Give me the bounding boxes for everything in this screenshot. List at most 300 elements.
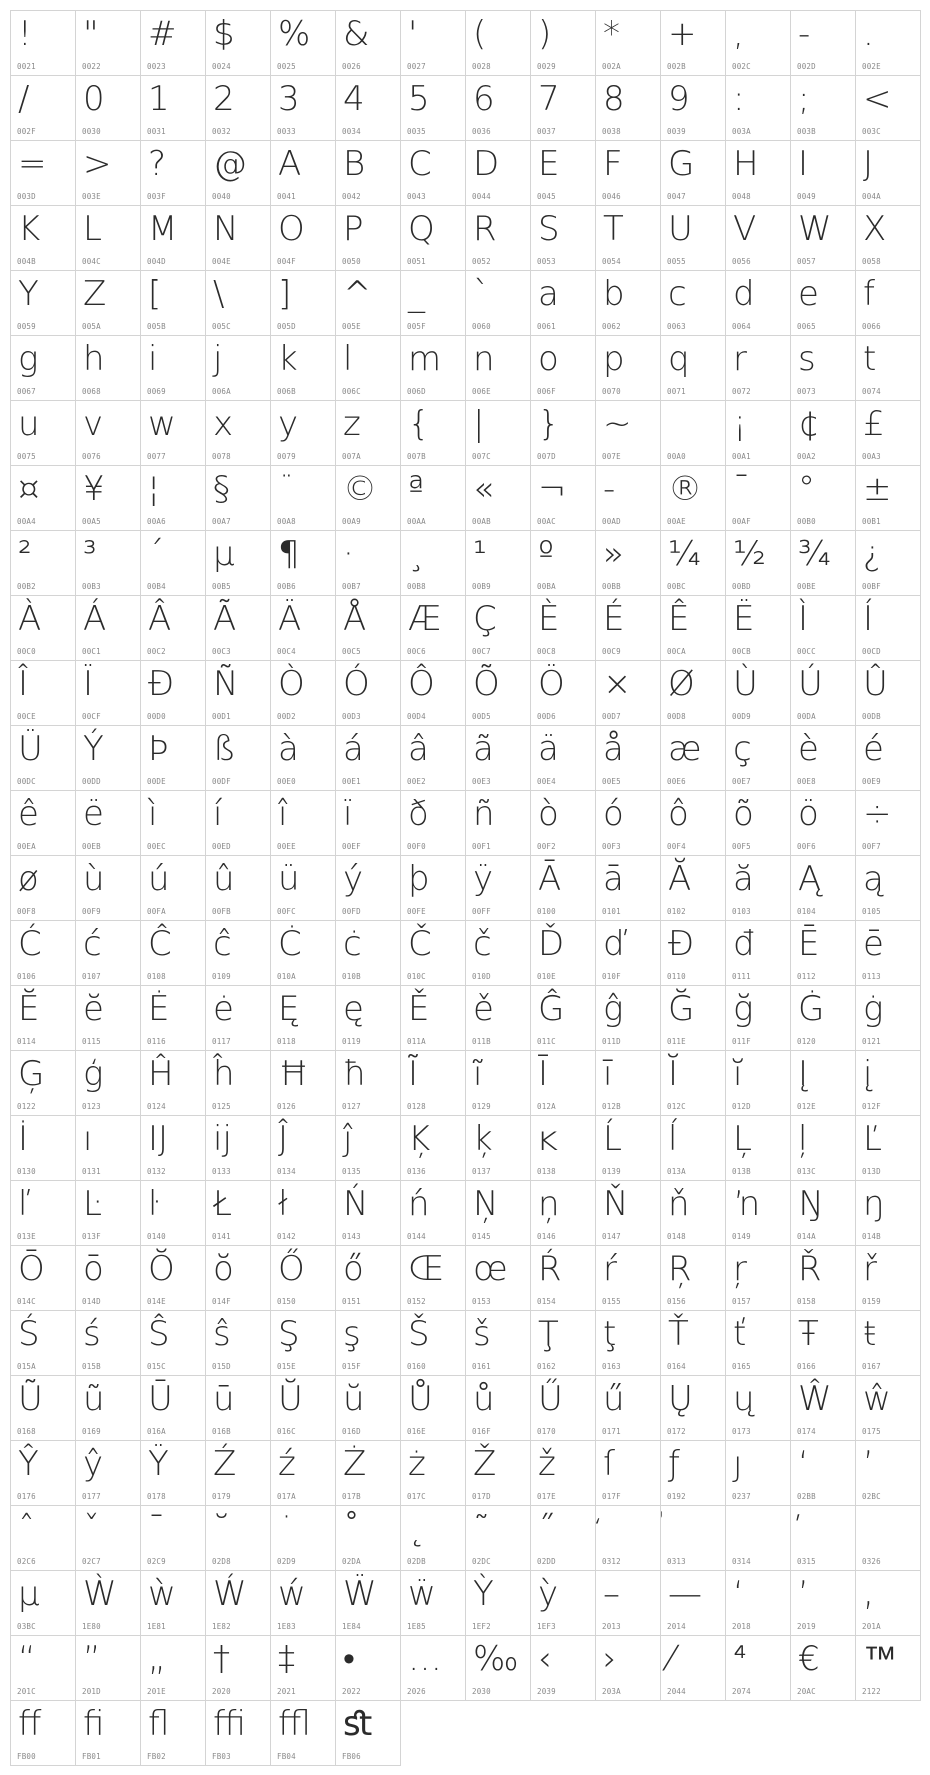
glyph-cell bbox=[401, 1571, 466, 1636]
glyph-cell bbox=[596, 791, 661, 856]
glyph-codepoint: 0120 bbox=[797, 1037, 816, 1046]
glyph-char: Ř bbox=[798, 1249, 822, 1289]
glyph-cell bbox=[856, 1506, 921, 1571]
glyph-char: Ĳ bbox=[148, 1119, 169, 1159]
glyph-cell bbox=[661, 1311, 726, 1376]
glyph-char: ĵ bbox=[343, 1119, 353, 1159]
glyph-codepoint: 0056 bbox=[732, 257, 751, 266]
glyph-char: ı bbox=[83, 1119, 93, 1159]
glyph-codepoint: 0108 bbox=[147, 972, 166, 981]
glyph-char: Å bbox=[343, 599, 367, 639]
glyph-codepoint: 00AD bbox=[602, 517, 621, 526]
glyph-char: b bbox=[603, 274, 625, 314]
glyph-codepoint: 0158 bbox=[797, 1297, 816, 1306]
glyph-codepoint: 014B bbox=[862, 1232, 881, 1241]
glyph-char: ~ bbox=[603, 404, 632, 444]
glyph-codepoint: 00C1 bbox=[82, 647, 101, 656]
glyph-char: ű bbox=[603, 1379, 625, 1419]
glyph-char: æ bbox=[668, 729, 702, 769]
glyph-codepoint: 0112 bbox=[797, 972, 816, 981]
glyph-char: 4 bbox=[343, 79, 365, 119]
glyph-codepoint: FB02 bbox=[147, 1752, 166, 1761]
glyph-codepoint: 00EA bbox=[17, 842, 36, 851]
glyph-codepoint: 0144 bbox=[407, 1232, 426, 1241]
glyph-codepoint: 00D1 bbox=[212, 712, 231, 721]
glyph-char: " bbox=[83, 14, 99, 54]
glyph-char: İ bbox=[18, 1119, 29, 1159]
glyph-cell bbox=[11, 1636, 76, 1701]
glyph-codepoint: 00A0 bbox=[667, 452, 686, 461]
glyph-char: č bbox=[473, 924, 492, 964]
glyph-char: ŋ bbox=[863, 1184, 885, 1224]
glyph-char: p bbox=[603, 339, 625, 379]
glyph-codepoint: 0076 bbox=[82, 452, 101, 461]
glyph-char: Ẃ bbox=[213, 1574, 247, 1614]
glyph-cell bbox=[11, 531, 76, 596]
glyph-char: ų bbox=[733, 1379, 755, 1419]
glyph-codepoint: 0147 bbox=[602, 1232, 621, 1241]
glyph-cell bbox=[596, 206, 661, 271]
glyph-codepoint: 014F bbox=[212, 1297, 231, 1306]
glyph-cell bbox=[791, 401, 856, 466]
glyph-cell bbox=[271, 1636, 336, 1701]
glyph-cell bbox=[726, 1051, 791, 1116]
glyph-char: ﬁ bbox=[83, 1704, 105, 1744]
glyph-codepoint: 0022 bbox=[82, 62, 101, 71]
glyph-codepoint: 0028 bbox=[472, 62, 491, 71]
glyph-char: Ò bbox=[278, 664, 305, 704]
glyph-char: É bbox=[603, 599, 625, 639]
glyph-codepoint: 00D6 bbox=[537, 712, 556, 721]
glyph-cell bbox=[531, 336, 596, 401]
glyph-cell bbox=[661, 466, 726, 531]
glyph-cell bbox=[466, 1376, 531, 1441]
glyph-cell bbox=[856, 791, 921, 856]
glyph-char: ċ bbox=[343, 924, 362, 964]
glyph-cell bbox=[401, 336, 466, 401]
glyph-codepoint: 20AC bbox=[797, 1687, 816, 1696]
glyph-codepoint: 017C bbox=[407, 1492, 426, 1501]
glyph-char: Ô bbox=[408, 664, 435, 704]
glyph-codepoint: 0159 bbox=[862, 1297, 881, 1306]
glyph-char: ] bbox=[278, 274, 292, 314]
glyph-codepoint: 0113 bbox=[862, 972, 881, 981]
glyph-cell bbox=[76, 661, 141, 726]
glyph-cell bbox=[76, 1311, 141, 1376]
glyph-char: ů bbox=[473, 1379, 495, 1419]
glyph-codepoint: 2026 bbox=[407, 1687, 426, 1696]
glyph-cell bbox=[466, 856, 531, 921]
glyph-cell bbox=[336, 11, 401, 76]
glyph-char: – bbox=[603, 1574, 620, 1614]
glyph-cell bbox=[141, 401, 206, 466]
glyph-codepoint: 012B bbox=[602, 1102, 621, 1111]
glyph-cell bbox=[791, 1376, 856, 1441]
glyph-cell bbox=[401, 271, 466, 336]
glyph-char: k bbox=[278, 339, 298, 379]
glyph-cell bbox=[661, 1376, 726, 1441]
glyph-cell bbox=[791, 921, 856, 986]
glyph-cell bbox=[206, 726, 271, 791]
glyph-cell bbox=[271, 921, 336, 986]
glyph-codepoint: 00E7 bbox=[732, 777, 751, 786]
glyph-codepoint: 0037 bbox=[537, 127, 556, 136]
glyph-codepoint: 0139 bbox=[602, 1167, 621, 1176]
glyph-char: ƒ bbox=[668, 1444, 680, 1484]
glyph-char: w bbox=[148, 404, 176, 444]
glyph-codepoint: 2021 bbox=[277, 1687, 296, 1696]
glyph-char: º bbox=[538, 534, 555, 574]
glyph-char: ă bbox=[733, 859, 754, 899]
glyph-cell bbox=[531, 856, 596, 921]
glyph-codepoint: 2074 bbox=[732, 1687, 751, 1696]
glyph-cell bbox=[466, 1181, 531, 1246]
glyph-char: ˜ bbox=[473, 1509, 490, 1549]
glyph-codepoint: 0163 bbox=[602, 1362, 621, 1371]
glyph-codepoint: 0150 bbox=[277, 1297, 296, 1306]
glyph-cell bbox=[661, 76, 726, 141]
glyph-char: Ą bbox=[798, 859, 822, 899]
glyph-codepoint: 00D2 bbox=[277, 712, 296, 721]
glyph-char: ō bbox=[83, 1249, 104, 1289]
glyph-cell bbox=[336, 76, 401, 141]
glyph-char: Ī bbox=[538, 1054, 549, 1094]
glyph-codepoint: 201D bbox=[82, 1687, 101, 1696]
glyph-codepoint: 00A1 bbox=[732, 452, 751, 461]
glyph-cell bbox=[206, 1246, 271, 1311]
glyph-cell bbox=[531, 986, 596, 1051]
glyph-char: › bbox=[603, 1639, 617, 1679]
glyph-char: Ā bbox=[538, 859, 562, 899]
glyph-cell bbox=[336, 921, 401, 986]
glyph-codepoint: 00A6 bbox=[147, 517, 166, 526]
glyph-codepoint: 00AE bbox=[667, 517, 686, 526]
glyph-codepoint: 1E80 bbox=[82, 1622, 101, 1631]
glyph-cell bbox=[206, 921, 271, 986]
glyph-cell bbox=[466, 206, 531, 271]
glyph-cell bbox=[11, 1116, 76, 1181]
glyph-cell bbox=[856, 141, 921, 206]
glyph-cell bbox=[596, 1051, 661, 1116]
glyph-cell bbox=[466, 531, 531, 596]
glyph-char: v bbox=[83, 404, 104, 444]
glyph-codepoint: 0035 bbox=[407, 127, 426, 136]
glyph-codepoint: 00FD bbox=[342, 907, 361, 916]
glyph-char: ó bbox=[603, 794, 624, 834]
glyph-cell bbox=[336, 1571, 401, 1636]
glyph-codepoint: 005E bbox=[342, 322, 361, 331]
glyph-cell bbox=[206, 1571, 271, 1636]
glyph-cell bbox=[661, 1571, 726, 1636]
glyph-cell bbox=[336, 206, 401, 271]
glyph-codepoint: 011B bbox=[472, 1037, 491, 1046]
glyph-codepoint: 0126 bbox=[277, 1102, 296, 1111]
glyph-char: F bbox=[603, 144, 623, 184]
glyph-codepoint: 1E81 bbox=[147, 1622, 166, 1631]
glyph-codepoint: 0153 bbox=[472, 1297, 491, 1306]
glyph-cell bbox=[661, 1181, 726, 1246]
glyph-cell bbox=[596, 141, 661, 206]
glyph-codepoint: 015D bbox=[212, 1362, 231, 1371]
glyph-codepoint: 0050 bbox=[342, 257, 361, 266]
glyph-char: Ñ bbox=[213, 664, 239, 704]
glyph-codepoint: 0103 bbox=[732, 907, 751, 916]
glyph-cell bbox=[726, 76, 791, 141]
glyph-codepoint: 011F bbox=[732, 1037, 751, 1046]
glyph-codepoint: 00A8 bbox=[277, 517, 296, 526]
glyph-char: & bbox=[343, 14, 370, 54]
glyph-cell bbox=[76, 1701, 141, 1766]
glyph-codepoint: 0134 bbox=[277, 1167, 296, 1176]
glyph-cell bbox=[336, 596, 401, 661]
glyph-char: ¨ bbox=[278, 469, 295, 509]
glyph-char: ˝ bbox=[538, 1509, 555, 1549]
glyph-char: ö bbox=[798, 794, 819, 834]
glyph-cell bbox=[11, 1506, 76, 1571]
glyph-char: 3 bbox=[278, 79, 300, 119]
glyph-codepoint: 011A bbox=[407, 1037, 426, 1046]
glyph-char: í bbox=[213, 794, 223, 834]
glyph-cell bbox=[466, 466, 531, 531]
glyph-char: W bbox=[798, 209, 832, 249]
glyph-char: ř bbox=[863, 1249, 877, 1289]
glyph-codepoint: 0314 bbox=[732, 1557, 751, 1566]
glyph-codepoint: 0178 bbox=[147, 1492, 166, 1501]
glyph-codepoint: 0025 bbox=[277, 62, 296, 71]
glyph-char: ĳ bbox=[213, 1119, 232, 1159]
glyph-char: 0 bbox=[83, 79, 105, 119]
glyph-char: ʻ bbox=[798, 1444, 809, 1484]
glyph-codepoint: 00C9 bbox=[602, 647, 621, 656]
glyph-codepoint: 0058 bbox=[862, 257, 881, 266]
glyph-codepoint: 004E bbox=[212, 257, 231, 266]
glyph-cell bbox=[531, 531, 596, 596]
glyph-char: ŗ bbox=[733, 1249, 747, 1289]
glyph-cell bbox=[466, 596, 531, 661]
glyph-char: @ bbox=[213, 144, 247, 184]
glyph-cell bbox=[336, 1181, 401, 1246]
glyph-cell bbox=[596, 1311, 661, 1376]
glyph-codepoint: 03BC bbox=[17, 1622, 36, 1631]
glyph-codepoint: 00F3 bbox=[602, 842, 621, 851]
glyph-cell bbox=[596, 336, 661, 401]
glyph-codepoint: 1E82 bbox=[212, 1622, 231, 1631]
glyph-cell bbox=[856, 726, 921, 791]
glyph-codepoint: 00ED bbox=[212, 842, 231, 851]
glyph-char: } bbox=[538, 404, 560, 444]
glyph-char: ì bbox=[148, 794, 158, 834]
glyph-cell bbox=[726, 596, 791, 661]
glyph-codepoint: 2014 bbox=[667, 1622, 686, 1631]
glyph-cell bbox=[11, 271, 76, 336]
glyph-char: , bbox=[733, 14, 744, 54]
glyph-cell bbox=[401, 856, 466, 921]
glyph-char: Ċ bbox=[278, 924, 302, 964]
glyph-char: Ġ bbox=[798, 989, 825, 1029]
glyph-cell bbox=[206, 1311, 271, 1376]
glyph-char: ” bbox=[83, 1639, 101, 1679]
glyph-codepoint: 002C bbox=[732, 62, 751, 71]
glyph-codepoint: 0066 bbox=[862, 322, 881, 331]
glyph-codepoint: 0192 bbox=[667, 1492, 686, 1501]
glyph-codepoint: 0125 bbox=[212, 1102, 231, 1111]
glyph-char: ŷ bbox=[83, 1444, 104, 1484]
glyph-char: # bbox=[148, 14, 177, 54]
glyph-cell bbox=[661, 921, 726, 986]
glyph-codepoint: 017F bbox=[602, 1492, 621, 1501]
glyph-codepoint: 02DB bbox=[407, 1557, 426, 1566]
glyph-codepoint: 0104 bbox=[797, 907, 816, 916]
glyph-char: ® bbox=[668, 469, 702, 509]
glyph-cell bbox=[336, 856, 401, 921]
glyph-char: S bbox=[538, 209, 560, 249]
glyph-cell bbox=[76, 1571, 141, 1636]
glyph-codepoint: 012F bbox=[862, 1102, 881, 1111]
glyph-char: Ẁ bbox=[83, 1574, 117, 1614]
glyph-char: ¿ bbox=[863, 534, 882, 574]
glyph-codepoint: 0036 bbox=[472, 127, 491, 136]
glyph-char: + bbox=[668, 14, 697, 54]
glyph-codepoint: 010E bbox=[537, 972, 556, 981]
glyph-codepoint: 00F5 bbox=[732, 842, 751, 851]
glyph-codepoint: 0063 bbox=[667, 322, 686, 331]
glyph-cell bbox=[726, 1636, 791, 1701]
glyph-char: Ś bbox=[18, 1314, 40, 1354]
glyph-char: Ŵ bbox=[798, 1379, 832, 1419]
glyph-codepoint: 0105 bbox=[862, 907, 881, 916]
glyph-char: ™ bbox=[863, 1639, 897, 1679]
glyph-codepoint: 00D5 bbox=[472, 712, 491, 721]
glyph-cell bbox=[791, 1571, 856, 1636]
glyph-codepoint: 0160 bbox=[407, 1362, 426, 1371]
glyph-cell bbox=[271, 661, 336, 726]
glyph-cell bbox=[336, 1376, 401, 1441]
glyph-char: ú bbox=[148, 859, 170, 899]
glyph-char: Š bbox=[408, 1314, 430, 1354]
glyph-codepoint: 201A bbox=[862, 1622, 881, 1631]
glyph-cell bbox=[791, 726, 856, 791]
glyph-cell bbox=[206, 1701, 271, 1766]
glyph-codepoint: 0030 bbox=[82, 127, 101, 136]
glyph-codepoint: 0029 bbox=[537, 62, 556, 71]
glyph-codepoint: 00DD bbox=[82, 777, 101, 786]
glyph-cell bbox=[401, 791, 466, 856]
glyph-codepoint: 00F4 bbox=[667, 842, 686, 851]
glyph-codepoint: 02D9 bbox=[277, 1557, 296, 1566]
glyph-char: N bbox=[213, 209, 239, 249]
glyph-cell bbox=[336, 661, 401, 726]
glyph-cell bbox=[271, 336, 336, 401]
glyph-codepoint: 00CF bbox=[82, 712, 101, 721]
glyph-cell bbox=[791, 1181, 856, 1246]
glyph-char: þ bbox=[408, 859, 430, 899]
glyph-cell bbox=[856, 206, 921, 271]
glyph-cell bbox=[791, 1506, 856, 1571]
glyph-cell bbox=[531, 466, 596, 531]
glyph-codepoint: 0176 bbox=[17, 1492, 36, 1501]
glyph-char: a bbox=[538, 274, 559, 314]
glyph-char: Ŧ bbox=[798, 1314, 819, 1354]
glyph-cell bbox=[791, 1246, 856, 1311]
glyph-cell bbox=[466, 11, 531, 76]
glyph-cell bbox=[271, 466, 336, 531]
glyph-char: f bbox=[863, 274, 875, 314]
glyph-codepoint: 002F bbox=[17, 127, 36, 136]
glyph-cell bbox=[271, 206, 336, 271]
glyph-cell bbox=[336, 1506, 401, 1571]
glyph-codepoint: 00E1 bbox=[342, 777, 361, 786]
glyph-char: ź bbox=[278, 1444, 296, 1484]
glyph-cell bbox=[661, 141, 726, 206]
glyph-char: Ť bbox=[668, 1314, 689, 1354]
glyph-cell bbox=[466, 1246, 531, 1311]
glyph-cell bbox=[141, 986, 206, 1051]
glyph-cell bbox=[271, 596, 336, 661]
glyph-codepoint: 0068 bbox=[82, 387, 101, 396]
glyph-cell bbox=[336, 726, 401, 791]
glyph-codepoint: 00AA bbox=[407, 517, 426, 526]
glyph-char: Ĩ bbox=[408, 1054, 419, 1094]
glyph-char: Ő bbox=[278, 1249, 305, 1289]
glyph-char: ẃ bbox=[278, 1574, 306, 1614]
glyph-char: Þ bbox=[148, 729, 169, 769]
glyph-codepoint: 004A bbox=[862, 192, 881, 201]
glyph-char: Ō bbox=[18, 1249, 45, 1289]
glyph-char: Ď bbox=[538, 924, 565, 964]
glyph-codepoint: 0048 bbox=[732, 192, 751, 201]
glyph-cell bbox=[596, 466, 661, 531]
glyph-cell bbox=[531, 1051, 596, 1116]
glyph-char: U bbox=[668, 209, 693, 249]
glyph-char: ł bbox=[278, 1184, 288, 1224]
glyph-codepoint: 0173 bbox=[732, 1427, 751, 1436]
glyph-codepoint: 0127 bbox=[342, 1102, 361, 1111]
glyph-char: e bbox=[798, 274, 819, 314]
glyph-char: Ê bbox=[668, 599, 690, 639]
glyph-cell bbox=[336, 1246, 401, 1311]
glyph-codepoint: 0024 bbox=[212, 62, 231, 71]
glyph-char: R bbox=[473, 209, 497, 249]
glyph-codepoint: 0138 bbox=[537, 1167, 556, 1176]
glyph-cell bbox=[661, 1246, 726, 1311]
glyph-codepoint: 0124 bbox=[147, 1102, 166, 1111]
glyph-cell bbox=[76, 596, 141, 661]
glyph-char: 9 bbox=[668, 79, 690, 119]
glyph-cell bbox=[856, 1571, 921, 1636]
glyph-cell bbox=[596, 1441, 661, 1506]
glyph-cell bbox=[11, 1441, 76, 1506]
glyph-char: ³ bbox=[83, 534, 97, 574]
glyph-codepoint: 0107 bbox=[82, 972, 101, 981]
glyph-char: Ű bbox=[538, 1379, 563, 1419]
glyph-codepoint: 00C6 bbox=[407, 647, 426, 656]
glyph-cell bbox=[11, 1376, 76, 1441]
glyph-codepoint: 00BC bbox=[667, 582, 686, 591]
glyph-char: Ů bbox=[408, 1379, 433, 1419]
glyph-codepoint: 00DF bbox=[212, 777, 231, 786]
glyph-codepoint: 2018 bbox=[732, 1622, 751, 1631]
glyph-char: ½ bbox=[733, 534, 766, 574]
glyph-codepoint: 00D9 bbox=[732, 712, 751, 721]
glyph-cell bbox=[76, 791, 141, 856]
glyph-char: ğ bbox=[733, 989, 754, 1029]
glyph-cell bbox=[206, 531, 271, 596]
glyph-cell bbox=[466, 986, 531, 1051]
glyph-codepoint: 0326 bbox=[862, 1557, 881, 1566]
glyph-char: ê bbox=[18, 794, 39, 834]
glyph-cell bbox=[206, 1376, 271, 1441]
glyph-char: ¾ bbox=[798, 534, 831, 574]
